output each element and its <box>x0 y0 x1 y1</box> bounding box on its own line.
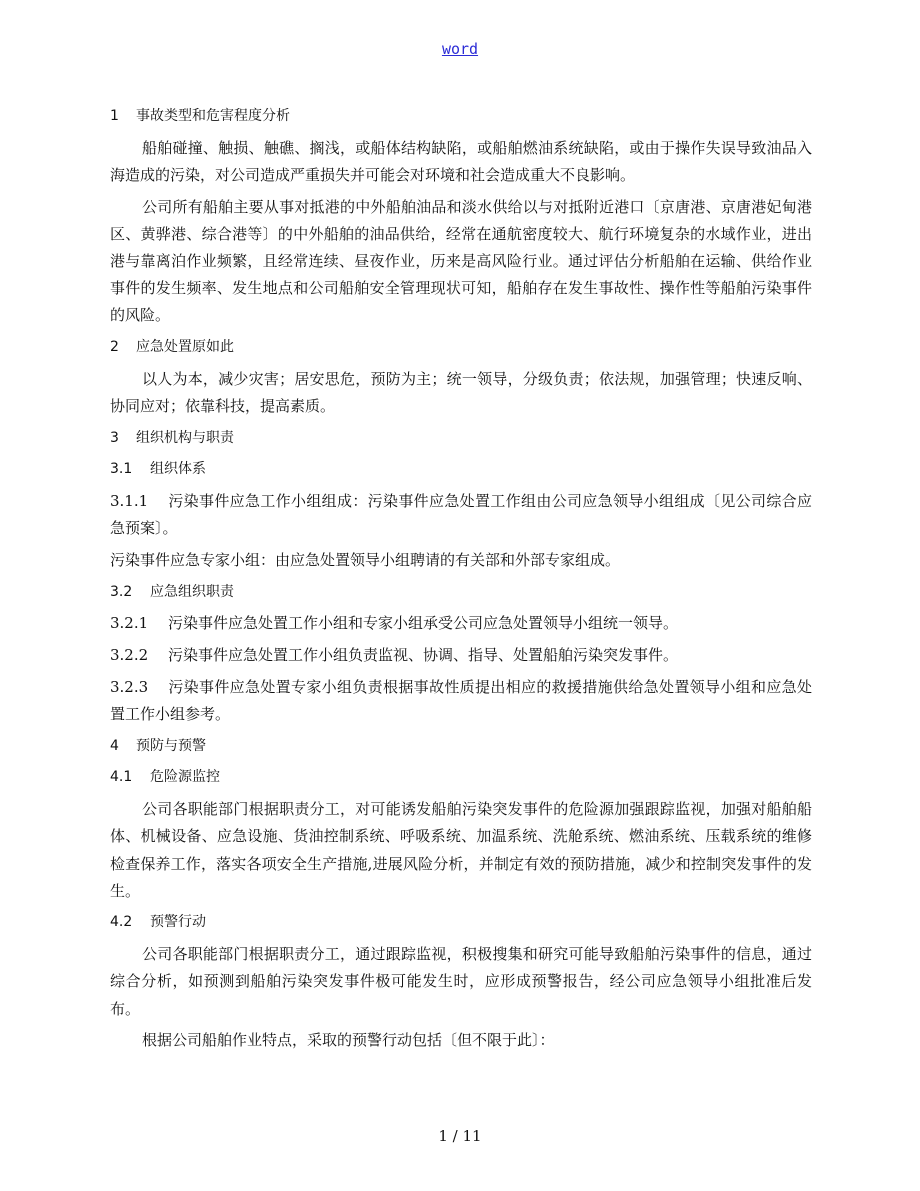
paragraph-number: 3.2.3 <box>110 677 149 696</box>
section-title: 预警行动 <box>150 914 206 931</box>
section-number: 2 <box>110 339 119 356</box>
page-number: 1 / 11 <box>438 1127 482 1145</box>
section-heading <box>110 334 812 361</box>
section-title: 组织机构与职责 <box>136 429 234 446</box>
section-heading <box>110 909 812 936</box>
section-title: 预防与预警 <box>136 737 206 754</box>
paragraph-number: 3.2.2 <box>110 646 149 665</box>
section-heading <box>110 579 812 606</box>
section-heading <box>110 103 812 130</box>
section-title: 事故类型和危害程度分析 <box>136 108 290 124</box>
section-title: 危险源监控 <box>150 769 220 786</box>
paragraph: 以人为本，减少灾害；居安思危，预防为主；统一领导，分级负责；依法规，加强管理；快速反响、协同应对；依靠科技，提高素质。 <box>110 369 812 416</box>
paragraph: 船舶碰撞、触损、触礁、搁浅，或船体结构缺陷，或船舶燃油系统缺陷，或由于操作失误导致油品入海造成的污染，对公司造成严重损失并可能会对环境和社会造成重大不良影响。 <box>110 138 812 184</box>
paragraph-number: 3.1.1 <box>110 492 149 511</box>
section-heading <box>110 733 812 760</box>
section-heading <box>110 456 812 483</box>
section-number: 3.2 <box>110 583 133 600</box>
paragraph: 根据公司船舶作业特点，采取的预警行动包括〔但不限于此〕： <box>142 1031 555 1050</box>
section-number: 4.1 <box>110 769 133 786</box>
paragraph-text: 污染事件应急处置工作小组和专家小组承受公司应急处置领导小组统一领导。 <box>168 614 679 633</box>
section-number: 3.1 <box>110 461 133 478</box>
numbered-paragraph <box>110 642 812 669</box>
section-title: 应急处置原如此 <box>136 339 234 356</box>
paragraph-text: 污染事件应急处置工作小组负责监视、协调、指导、处置船舶污染突发事件。 <box>168 646 679 665</box>
numbered-paragraph <box>110 488 812 542</box>
paragraph: 公司各职能部门根据职责分工，对可能诱发船舶污染突发事件的危险源加强跟踪监视，加强对船舶船体、机械设备、应急设施、货油控制系统、呼吸系统、加温系统、洗舱系统、燃油系统、压载系统的维修检查保养工作，落实各项安全生产措施,进展风险分析，并制定有效的预防措施，减少和控制突发事件的发生。 <box>110 800 812 900</box>
section-heading <box>110 764 812 791</box>
paragraph-text: 污染事件应急专家小组：由应急处置领导小组聘请的有关部和外部专家组成。 <box>110 551 621 570</box>
paragraph-number: 3.2.1 <box>110 614 149 633</box>
section-number: 3 <box>110 429 119 446</box>
numbered-paragraph <box>110 610 812 637</box>
paragraph-text: 污染事件应急工作小组组成：污染事件应急处置工作组由公司应急领导小组组成〔见公司综合应急预案〕。 <box>110 492 812 538</box>
paragraph-text: 污染事件应急处置专家小组负责根据事故性质提出相应的救援措施供给急处置领导小组和应急处置工作小组参考。 <box>110 677 812 724</box>
paragraph: 公司各职能部门根据职责分工，通过跟踪监视，积极搜集和研究可能导致船舶污染事件的信息，通过综合分析，如预测到船舶污染突发事件极可能发生时，应形成预警报告，经公司应急领导小组批准后发布。 <box>110 945 812 1018</box>
numbered-paragraph <box>110 674 812 728</box>
header-word-link[interactable]: word <box>441 40 479 58</box>
section-number: 1 <box>110 108 119 124</box>
document-body <box>110 103 812 1059</box>
section-heading <box>110 425 812 452</box>
section-title: 组织体系 <box>150 461 206 478</box>
section-number: 4 <box>110 737 119 754</box>
numbered-paragraph <box>110 547 812 574</box>
section-title: 应急组织职责 <box>150 583 234 600</box>
section-number: 4.2 <box>110 914 133 931</box>
paragraph: 公司所有船舶主要从事对抵港的中外船舶油品和淡水供给以与对抵附近港口〔京唐港、京唐港妃甸港区、黄骅港、综合港等〕的中外船舶的油品供给，经常在通航密度较大、航行环境复杂的水域作业，进出港与靠离泊作业频繁，且经常连续、昼夜作业，历来是高风险行业。通过评估分析船舶在运输、供给作业事件的发生频率、发生地点和公司船舶安全管理现状可知，船舶存在发生事故性、操作性等船舶污染事件的风险。 <box>110 197 812 325</box>
